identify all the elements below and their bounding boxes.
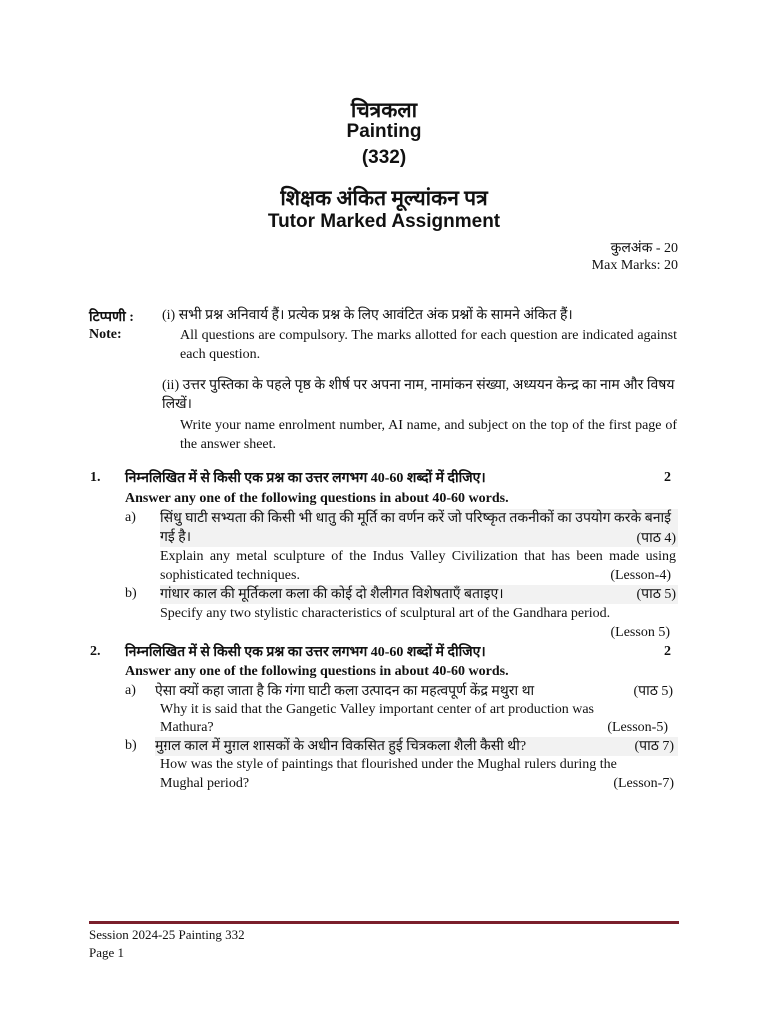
question-2b-text-english-line1: How was the style of paintings that flourished under the Mughal rulers during the — [160, 757, 617, 772]
subtitle-hindi: शिक्षक अंकित मूल्यांकन पत्र — [280, 186, 488, 210]
question-1-marks: 2 — [664, 470, 671, 485]
question-2a-letter: a) — [125, 683, 136, 698]
question-2b-ref-hindi: (पाठ 7) — [634, 739, 674, 754]
title-english: Painting — [346, 121, 422, 142]
note-item2-hindi: (ii) उत्तर पुस्तिका के पहले पृष्ठ के शीर्ष पर अपना नाम, नामांकन संख्या, अध्ययन केन्द्र का नाम और विषय लिखें। — [162, 378, 675, 412]
question-1a-letter: a) — [125, 510, 136, 525]
question-2-instruction-hindi: निम्नलिखित में से किसी एक प्रश्न का उत्तर लगभग 40-60 शब्दों में दीजिए। — [125, 645, 486, 660]
question-1a-ref-english: (Lesson-4) — [610, 568, 671, 583]
question-2-instruction-english: Answer any one of the following questions in about 40-60 words. — [125, 664, 509, 679]
note-label-english: Note: — [89, 327, 122, 342]
question-1-number: 1. — [90, 470, 101, 485]
question-2a-text-hindi: ऐसा क्यों कहा जाता है कि गंगा घाटी कला उत्पादन का महत्वपूर्ण केंद्र मथुरा था — [155, 684, 535, 699]
question-1-instruction-english: Answer any one of the following questions in about 40-60 words. — [125, 491, 509, 506]
footer-session: Session 2024-25 Painting 332 — [89, 927, 245, 942]
question-1b-ref-hindi: (पाठ 5) — [636, 587, 676, 602]
question-1-instruction-hindi: निम्नलिखित में से किसी एक प्रश्न का उत्तर लगभग 40-60 शब्दों में दीजिए। — [125, 471, 486, 486]
question-1b-letter: b) — [125, 586, 137, 601]
note-item1-english: All questions are compulsory. The marks allotted for each question are indicated against each question. — [180, 328, 677, 362]
question-1b-text-hindi: गांधार काल की मूर्तिकला कला की कोई दो शैलीगत विशेषताएँ बताइए। — [160, 585, 678, 604]
question-1a-text-hindi: सिंधु घाटी सभ्यता की किसी भी धातु की मूर्ति का वर्णन करें जो परिष्कृत तकनीकों का उपयोग करके बनाई गई है। — [160, 509, 678, 547]
question-1b-text-english: Specify any two stylistic characteristics of sculptural art of the Gandhara period. — [160, 606, 611, 621]
note-item1-hindi: (i) सभी प्रश्न अनिवार्य हैं। प्रत्येक प्रश्न के लिए आवंटित अंक प्रश्नों के सामने अंकित हैं। — [162, 308, 573, 323]
question-2b-ref-english: (Lesson-7) — [613, 776, 674, 791]
question-2b-letter: b) — [125, 738, 137, 753]
max-marks: Max Marks: 20 — [591, 258, 678, 273]
question-2-marks: 2 — [664, 644, 671, 659]
question-2a-ref-english: (Lesson-5) — [607, 720, 668, 735]
note-item2-english: Write your name enrolment number, AI name, and subject on the top of the first page of the answer sheet. — [180, 418, 677, 452]
subtitle-english: Tutor Marked Assignment — [267, 211, 501, 232]
question-2-number: 2. — [90, 644, 101, 659]
subject-code: (332) — [361, 147, 407, 168]
question-2b-text-hindi: मुग़ल काल में मुग़ल शासकों के अधीन विकसित हुई चित्रकला शैली कैसी थी? — [155, 737, 678, 756]
title-hindi: चित्रकला — [350, 98, 418, 122]
question-1b-ref-english: (Lesson 5) — [610, 625, 670, 640]
question-1a-ref-hindi: (पाठ 4) — [636, 531, 676, 546]
question-2a-ref-hindi: (पाठ 5) — [633, 684, 673, 699]
total-marks-hindi: कुलअंक - 20 — [610, 241, 678, 256]
question-2a-text-english-line2: Mathura? — [160, 720, 214, 735]
note-label-hindi: टिप्पणी : — [89, 310, 134, 325]
question-2a-text-english-line1: Why it is said that the Gangetic Valley important center of art production was — [160, 702, 595, 717]
footer-divider — [89, 921, 679, 924]
footer-page-number: Page 1 — [89, 945, 125, 960]
question-2b-text-english-line2: Mughal period? — [160, 776, 250, 791]
question-1a-text-english: Explain any metal sculpture of the Indus Valley Civilization that has been made using sophisticated techniques. — [160, 549, 676, 583]
